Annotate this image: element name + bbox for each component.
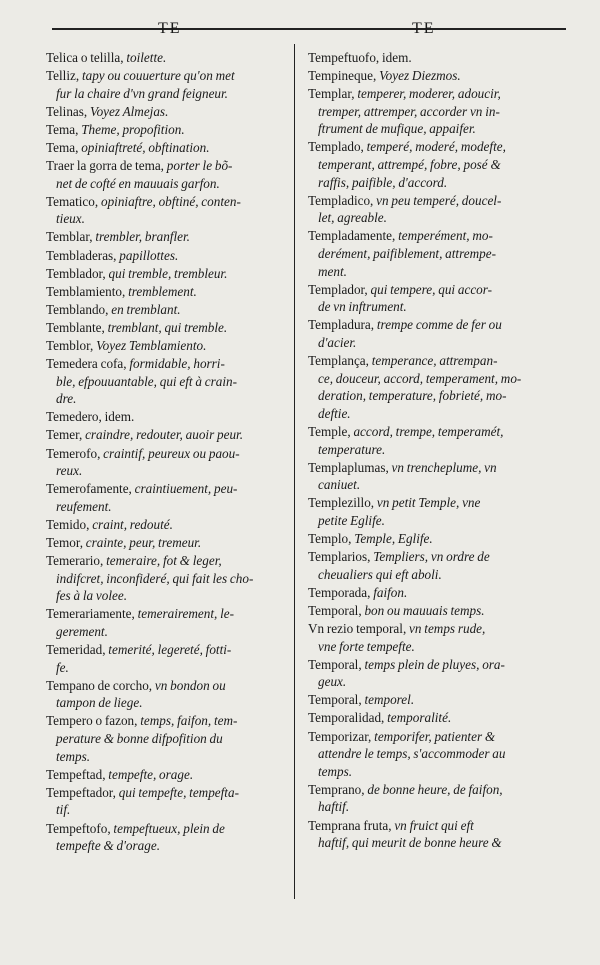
entry-headword: Tema,: [46, 121, 79, 137]
entry-headword: Temerario,: [46, 553, 104, 569]
entry-headword: Templador,: [308, 281, 368, 297]
entry-continuation: deration, temperature, fobrieté, mo-: [318, 388, 507, 404]
dictionary-entry: [46, 49, 284, 67]
entry-continuation: ftrument de mufique, appaifer.: [318, 121, 476, 137]
entry-headword: Temblar,: [46, 229, 93, 245]
entry-headword: Temerofo,: [46, 445, 101, 461]
entry-continuation: fur la chaire d'vn grand feigneur.: [56, 85, 228, 101]
entry-definition: formidable, horri-: [126, 356, 225, 372]
dictionary-entry: [308, 192, 548, 227]
entry-continuation: tieux.: [56, 211, 85, 227]
entry-definition: temps, faifon, tem-: [137, 713, 238, 729]
entry-continuation: ble, efpouuantable, qui eft à crain-: [56, 373, 237, 389]
entry-continuation: tremper, attremper, accorder vn in-: [318, 103, 500, 119]
entry-headword: Temer,: [46, 427, 83, 443]
dictionary-entry: [46, 139, 284, 157]
dictionary-entry: [308, 817, 548, 852]
dictionary-entry: [46, 534, 284, 552]
left-column: [46, 49, 284, 855]
entry-definition: tempeftueux, plein de: [110, 820, 225, 836]
dictionary-entry: [308, 494, 548, 529]
dictionary-entry: [308, 67, 548, 85]
entry-definition: Theme, propofition.: [78, 121, 185, 137]
entry-definition: Voyez Temblamiento.: [93, 338, 207, 353]
entry-definition: temperément, mo-: [395, 228, 493, 244]
entry-continuation: caniuet.: [318, 477, 361, 493]
entry-continuation: temperant, attrempé, fobre, posé &: [318, 157, 501, 173]
entry-continuation: d'acier.: [318, 335, 357, 350]
entry-continuation: temps.: [56, 748, 91, 764]
entry-continuation: fe.: [56, 659, 69, 675]
entry-definition: trempe comme de fer ou: [374, 317, 502, 333]
entry-headword: Temporizar,: [308, 728, 372, 744]
dictionary-entry: [308, 138, 548, 191]
entry-continuation: attendre le temps, s'accommoder au: [318, 746, 506, 762]
entry-definition: temerairement, le-: [134, 606, 234, 622]
dictionary-entry: [46, 301, 284, 319]
dictionary-entry: [308, 227, 548, 280]
entry-definition: tremblant, qui tremble.: [104, 319, 228, 335]
dictionary-entry: [308, 709, 548, 727]
dictionary-entry: [308, 584, 548, 602]
dictionary-entry: [46, 67, 284, 102]
dictionary-entry: [308, 602, 548, 620]
dictionary-entry: [308, 728, 548, 781]
header-rule: [52, 28, 566, 30]
entry-definition: temperer, moderer, adoucir,: [354, 86, 501, 102]
entry-definition: craindre, redouter, auoir peur.: [82, 427, 244, 443]
dictionary-entry: [308, 316, 548, 351]
entry-definition: temperé, moderé, modefte,: [363, 139, 506, 155]
dictionary-entry: [46, 677, 284, 712]
entry-definition: tremblement.: [125, 283, 197, 299]
entry-definition: vn bondon ou: [152, 677, 226, 693]
entry-definition: vn petit Temple, vne: [374, 495, 481, 511]
entry-definition: vn peu temperé, doucel-: [373, 192, 502, 208]
entry-headword: Templado,: [308, 139, 364, 155]
entry-continuation: dre.: [56, 391, 77, 407]
entry-headword: Telinas,: [46, 103, 88, 119]
entry-continuation: tampon de liege.: [56, 695, 143, 711]
entry-continuation: haftif.: [318, 799, 350, 815]
dictionary-entry: [46, 641, 284, 676]
entry-headword: Temerariamente,: [46, 606, 135, 622]
dictionary-entry: [308, 49, 548, 67]
entry-definition: faifon.: [370, 584, 408, 600]
entry-definition: vn trencheplume, vn: [388, 459, 497, 475]
entry-headword: Tempineque,: [308, 68, 377, 84]
entry-headword: Templaplumas,: [308, 459, 389, 475]
entry-headword: Temblador,: [46, 265, 106, 281]
entry-continuation: petite Eglife.: [318, 512, 385, 528]
entry-headword: Tempero o fazon,: [46, 713, 138, 729]
entry-definition: trembler, branfler.: [92, 229, 190, 245]
dictionary-entry: [308, 423, 548, 458]
entry-headword: Temprana fruta,: [308, 817, 392, 833]
entry-headword: Traer la gorra de tema,: [46, 158, 164, 174]
entry-definition: papillottes.: [116, 247, 179, 263]
entry-headword: Telliz,: [46, 68, 80, 84]
dictionary-entry: [46, 355, 284, 408]
dictionary-entry: [46, 766, 284, 784]
entry-definition: vn temps rude,: [406, 621, 486, 636]
entry-headword: Temedero, idem.: [46, 409, 135, 425]
dictionary-entry: [46, 121, 284, 139]
entry-definition: temporalité.: [384, 710, 452, 726]
entry-definition: qui tempere, qui accor-: [367, 281, 493, 297]
dictionary-entry: [46, 193, 284, 228]
dictionary-entry: [308, 656, 548, 691]
entry-definition: crainte, peur, tremeur.: [83, 535, 202, 551]
entry-continuation: temperature.: [318, 441, 386, 457]
entry-headword: Tembladeras,: [46, 247, 117, 263]
entry-continuation: tif.: [56, 802, 71, 818]
dictionary-entry: [308, 352, 548, 422]
dictionary-entry: [308, 691, 548, 709]
entry-headword: Templezillo,: [308, 495, 375, 511]
entry-headword: Temporalidad,: [308, 710, 385, 726]
dictionary-entry: [308, 281, 548, 316]
entry-continuation: derément, paifiblement, attrempe-: [318, 246, 496, 262]
entry-definition: Voyez Diezmos.: [376, 68, 461, 84]
dictionary-entry: [308, 85, 548, 138]
entry-headword: Temporal,: [308, 692, 362, 708]
entry-continuation: indifcret, inconfideré, qui fait les cho-: [56, 570, 254, 586]
entry-continuation: tempefte & d'orage.: [56, 838, 160, 854]
entry-definition: tapy ou couuerture qu'on met: [79, 68, 235, 84]
entry-headword: Temporal,: [308, 656, 362, 672]
dictionary-entry: [46, 605, 284, 640]
dictionary-entry: [46, 283, 284, 301]
dictionary-entry: [308, 459, 548, 494]
dictionary-entry: [46, 319, 284, 337]
entry-definition: qui tempefte, tempefta-: [115, 784, 239, 800]
entry-headword: Tematico,: [46, 193, 99, 209]
entry-continuation: gerement.: [56, 624, 108, 639]
running-head-left: TE: [158, 20, 182, 37]
entry-definition: accord, trempe, temperamét,: [350, 423, 504, 439]
entry-definition: qui tremble, trembleur.: [105, 265, 228, 281]
entry-continuation: fes à la volee.: [56, 588, 128, 604]
entry-definition: en tremblant.: [108, 301, 181, 317]
entry-definition: temps plein de pluyes, ora-: [361, 656, 505, 672]
dictionary-entry: [46, 516, 284, 534]
entry-headword: Templança,: [308, 353, 369, 369]
entry-continuation: de vn inftrument.: [318, 299, 407, 315]
entry-definition: de bonne heure, de faifon,: [364, 781, 503, 797]
entry-definition: Voyez Almejas.: [87, 103, 169, 119]
entry-continuation: geux.: [318, 674, 347, 690]
dictionary-entry: [46, 445, 284, 480]
entry-headword: Tempeftofo,: [46, 820, 111, 836]
dictionary-entry: [46, 103, 284, 121]
right-column: [308, 49, 548, 852]
entry-headword: Temedera cofa,: [46, 356, 127, 372]
entry-continuation: vne forte tempefte.: [318, 638, 415, 654]
dictionary-entry: [308, 781, 548, 816]
dictionary-entry: [46, 712, 284, 765]
entry-headword: Templar,: [308, 86, 355, 102]
dictionary-entry: [308, 548, 548, 583]
dictionary-entry: [46, 408, 284, 426]
entry-continuation: temps.: [318, 763, 353, 779]
entry-headword: Templadamente,: [308, 228, 396, 244]
entry-headword: Temblor,: [46, 338, 94, 353]
entry-headword: Temporada,: [308, 584, 371, 600]
entry-definition: bon ou mauuais temps.: [361, 602, 485, 618]
entry-continuation: reux.: [56, 463, 83, 479]
entry-headword: Telica o telilla,: [46, 50, 124, 65]
dictionary-entry: [46, 480, 284, 515]
entry-headword: Temblante,: [46, 319, 105, 335]
entry-headword: Temerofamente,: [46, 481, 132, 497]
entry-headword: Tempeftador,: [46, 784, 116, 800]
entry-headword: Temblamiento,: [46, 283, 126, 299]
dictionary-entry: [46, 552, 284, 605]
entry-continuation: net de cofté en mauuais garfon.: [56, 175, 220, 191]
entry-headword: Templadura,: [308, 317, 375, 333]
entry-definition: temporel.: [361, 692, 415, 708]
entry-headword: Temprano,: [308, 781, 365, 797]
entry-continuation: perature & bonne difpofition du: [56, 731, 223, 747]
entry-headword: Temido,: [46, 516, 90, 532]
entry-definition: craint, redouté.: [89, 516, 173, 532]
entry-continuation: let, agreable.: [318, 210, 387, 226]
dictionary-entry: [46, 337, 284, 355]
entry-definition: toilette.: [123, 50, 167, 65]
entry-definition: craintiuement, peu-: [131, 481, 238, 497]
entry-definition: Temple, Eglife.: [351, 531, 433, 547]
entry-continuation: ce, douceur, accord, temperament, mo-: [318, 370, 522, 386]
dictionary-entry: [46, 820, 284, 855]
dictionary-entry: [46, 157, 284, 192]
entry-headword: Temporal,: [308, 602, 362, 618]
dictionary-entry: [46, 265, 284, 283]
column-divider: [294, 44, 295, 899]
entry-headword: Templadico,: [308, 192, 374, 208]
entry-headword: Templarios,: [308, 549, 371, 565]
dictionary-entry: [46, 247, 284, 265]
entry-headword: Templo,: [308, 531, 352, 547]
dictionary-entry: [46, 426, 284, 444]
entry-definition: porter le bõ-: [163, 158, 233, 174]
dictionary-entry: [46, 228, 284, 246]
entry-headword: Tempano de corcho,: [46, 677, 153, 693]
dictionary-entry: [46, 784, 284, 819]
entry-headword: Temblando,: [46, 301, 109, 317]
entry-definition: temperance, attrempan-: [368, 353, 498, 369]
entry-definition: craintif, peureux ou paou-: [100, 445, 240, 461]
entry-headword: Tema,: [46, 139, 79, 155]
entry-definition: tempefte, orage.: [105, 766, 194, 782]
entry-continuation: haftif, qui meurit de bonne heure &: [318, 835, 502, 851]
entry-continuation: ment.: [318, 263, 347, 279]
entry-continuation: raffis, paifible, d'accord.: [318, 174, 448, 190]
entry-headword: Tempeftuofo, idem.: [308, 50, 412, 65]
entry-definition: vn fruict qui eft: [391, 817, 474, 833]
entry-definition: temerité, legereté, fotti-: [105, 642, 232, 658]
entry-continuation: deftie.: [318, 405, 351, 421]
dictionary-entry: [308, 620, 548, 655]
entry-headword: Temeridad,: [46, 642, 106, 658]
entry-continuation: cheualiers qui eft aboli.: [318, 566, 442, 582]
entry-headword: Temple,: [308, 423, 351, 439]
entry-definition: opiniaftreté, obftination.: [78, 139, 210, 155]
running-head-right: TE: [412, 20, 436, 37]
entry-definition: temeraire, fot & leger,: [103, 553, 222, 569]
dictionary-entry: [308, 530, 548, 548]
entry-headword: Tempeftad,: [46, 766, 106, 782]
entry-definition: Templiers, vn ordre de: [370, 549, 490, 565]
entry-definition: opiniaftre, obftiné, conten-: [98, 193, 241, 209]
entry-headword: Temor,: [46, 535, 83, 551]
entry-definition: temporifer, patienter &: [371, 728, 496, 744]
entry-headword: Vn rezio temporal,: [308, 621, 407, 636]
entry-continuation: reufement.: [56, 498, 112, 514]
